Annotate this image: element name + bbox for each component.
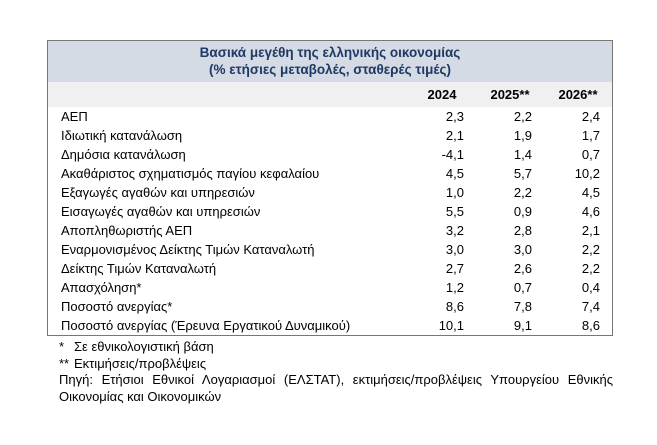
row-label: Εναρμονισμένος Δείκτης Τιμών Καταναλωτή <box>48 240 408 259</box>
table-row <box>48 240 612 259</box>
table-row <box>48 126 612 145</box>
table-row <box>48 297 612 316</box>
row-label: Εισαγωγές αγαθών και υπηρεσιών <box>48 202 408 221</box>
table-title-line2: (% ετήσιες μεταβολές, σταθερές τιμές) <box>208 62 452 77</box>
table-row <box>48 259 612 278</box>
footnote-national-accounts <box>47 339 613 356</box>
row-label: Ποσοστό ανεργίας* <box>48 297 408 316</box>
row-value: 2,7 <box>408 259 476 278</box>
table-row <box>48 164 612 183</box>
row-value: 2,8 <box>476 221 544 240</box>
footnote-text: Εκτιμήσεις/προβλέψεις <box>74 355 207 371</box>
row-label: Ακαθάριστος σχηματισμός παγίου κεφαλαίου <box>48 164 408 183</box>
row-value: 7,4 <box>544 297 612 316</box>
row-value: 5,5 <box>408 202 476 221</box>
footnotes <box>47 339 613 405</box>
row-value: 3,0 <box>476 240 544 259</box>
row-value: 2,4 <box>544 107 612 126</box>
row-value: 4,5 <box>544 183 612 202</box>
table-row <box>48 316 612 335</box>
row-label: Αποπληθωριστής ΑΕΠ <box>48 221 408 240</box>
row-value: -4,1 <box>408 145 476 164</box>
footnote-text: Σε εθνικολογιστική βάση <box>74 339 214 354</box>
row-value: 1,7 <box>544 126 612 145</box>
row-value: 10,1 <box>408 316 476 335</box>
row-value: 1,0 <box>408 183 476 202</box>
footnote-marker: ** <box>59 355 70 371</box>
row-label: Δείκτης Τιμών Καταναλωτή <box>48 259 408 278</box>
row-value: 8,6 <box>544 316 612 335</box>
row-value: 0,7 <box>476 278 544 297</box>
table-row <box>48 278 612 297</box>
row-value: 1,4 <box>476 145 544 164</box>
row-value: 0,9 <box>476 202 544 221</box>
row-value: 4,5 <box>408 164 476 183</box>
row-value: 2,1 <box>408 126 476 145</box>
indicators-table <box>48 82 612 335</box>
row-value: 3,2 <box>408 221 476 240</box>
row-value: 0,4 <box>544 278 612 297</box>
row-value: 2,6 <box>476 259 544 278</box>
row-value: 5,7 <box>476 164 544 183</box>
table-title <box>48 41 612 82</box>
row-value: 2,2 <box>544 259 612 278</box>
row-value: 4,6 <box>544 202 612 221</box>
source-note: Πηγή: Ετήσιοι Εθνικοί Λογαριασμοί (ΕΛΣΤΑΤ), εκτιμήσεις/προβλέψεις Υπουργείου Εθνικής Οικονομίας και Οικονομικών <box>59 372 613 404</box>
table-row <box>48 107 612 126</box>
row-value: 8,6 <box>408 297 476 316</box>
row-label: Δημόσια κατανάλωση <box>48 145 408 164</box>
row-value: 1,9 <box>476 126 544 145</box>
row-label: Εξαγωγές αγαθών και υπηρεσιών <box>48 183 408 202</box>
table-row <box>48 221 612 240</box>
header-year-2026: 2026** <box>544 82 612 107</box>
footnote-marker: * <box>59 339 65 354</box>
row-value: 2,2 <box>476 107 544 126</box>
table-row <box>48 145 612 164</box>
footnote-estimates <box>47 356 613 373</box>
header-year-2024: 2024 <box>408 82 476 107</box>
table-body <box>48 107 612 335</box>
row-value: 7,8 <box>476 297 544 316</box>
row-label: ΑΕΠ <box>48 107 408 126</box>
economic-indicators-table <box>47 40 613 336</box>
row-label: Ιδιωτική κατανάλωση <box>48 126 408 145</box>
table-title-line1: Βασικά μεγέθη της ελληνικής οικονομίας <box>199 45 461 60</box>
row-value: 2,3 <box>408 107 476 126</box>
row-value: 0,7 <box>544 145 612 164</box>
row-label: Ποσοστό ανεργίας (Έρευνα Εργατικού Δυναμικού) <box>48 316 408 335</box>
header-label-spacer <box>48 82 408 107</box>
row-value: 3,0 <box>408 240 476 259</box>
table-header-row <box>48 82 612 107</box>
row-value: 2,2 <box>476 183 544 202</box>
row-value: 2,1 <box>544 221 612 240</box>
row-value: 9,1 <box>476 316 544 335</box>
row-value: 10,2 <box>544 164 612 183</box>
table-row <box>48 202 612 221</box>
header-year-2025: 2025** <box>476 82 544 107</box>
row-value: 1,2 <box>408 278 476 297</box>
table-row <box>48 183 612 202</box>
row-label: Απασχόληση* <box>48 278 408 297</box>
row-value: 2,2 <box>544 240 612 259</box>
